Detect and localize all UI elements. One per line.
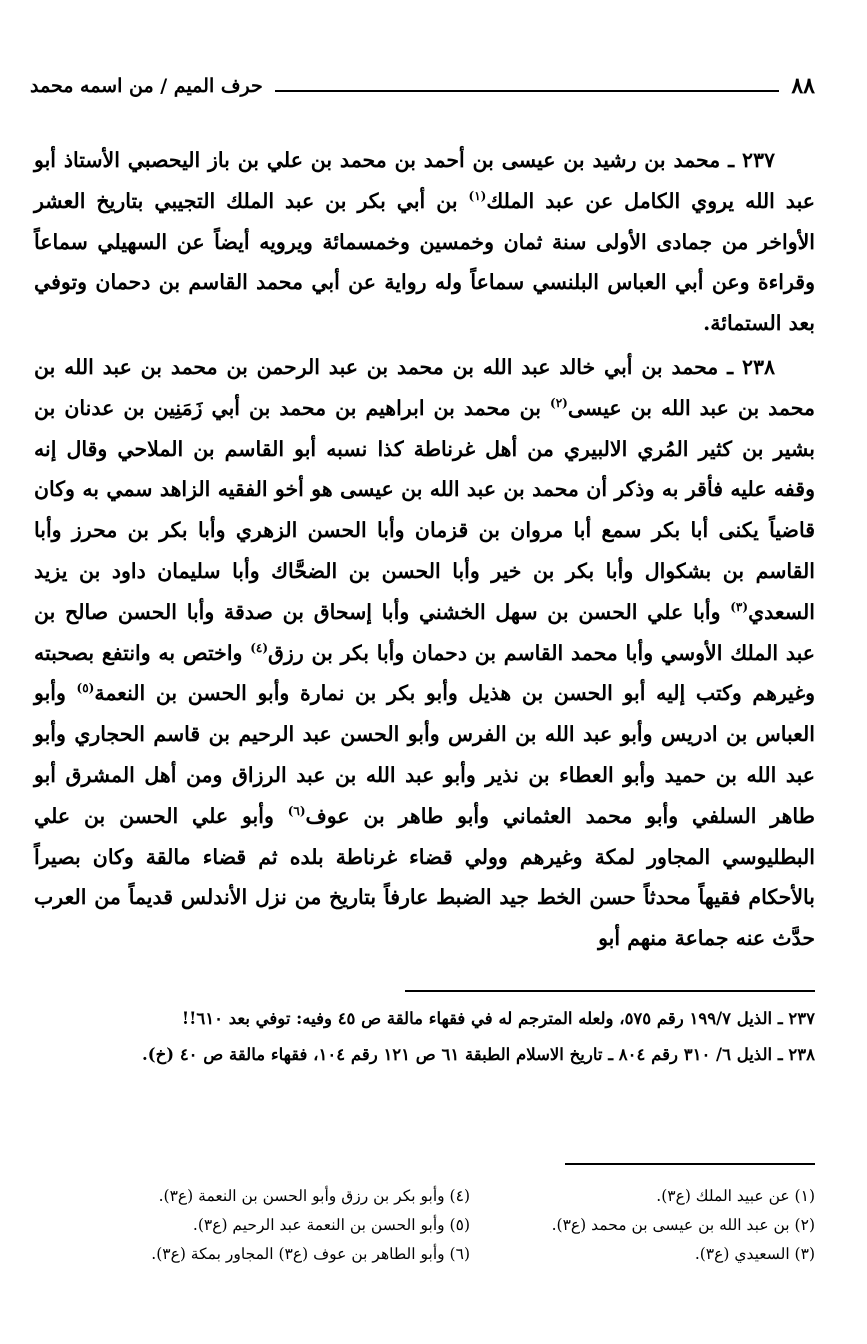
footnote-ref: (٢) xyxy=(550,395,568,410)
header-rule xyxy=(275,90,780,92)
entry-text: ٢٣٨ ـ محمد بن أبي خالد عبد الله بن محمد بن عبد الرحمن بن محمد بن عبد الله بن محمد بن عبد الله بن عيسى xyxy=(34,354,815,420)
entry-text: بن أبي بكر بن عبد الملك التجيبي بتاريخ العشر الأواخر من جمادى الأولى سنة ثمان وخمسين وخمسمائة ويرويه أيضاً عن السهيلي سماعاً وقراءة وعن أبي العباس البلنسي سماعاً وله رواية عن أبي محمد القاسم بن دحمان وتوفي بعد الستمائة. xyxy=(34,188,815,336)
footnote-1: (١) عن عبيد الملك (ع٣). xyxy=(656,1187,815,1205)
entry-text: وأبو علي الحسن بن علي البطليوسي المجاور لمكة وغيرهم وولي قضاء غرناطة بلده ثم قضاء مالقة وكان بصيراً بالأحكام فقيهاً محدثاً حسن الخط جيد الضبط عارفاً بتاريخ من نزل الأندلس قديماً من العرب حدَّث عنه جماعة منهم أبو xyxy=(34,803,815,951)
footnote-2: (٢) بن عبد الله بن عيسى بن محمد (ع٣). xyxy=(551,1216,815,1234)
footnote-ref: (١) xyxy=(468,188,487,203)
entry-text: ٢٣٧ ـ محمد بن رشيد بن عيسى بن أحمد بن محمد بن علي بن باز اليحصبي الأستاذ أبو عبد الله يروي الكامل عن عبد الملك xyxy=(34,148,815,213)
footnotes-block xyxy=(50,1182,815,1269)
footnote-ref: (٦) xyxy=(287,803,306,818)
entry-text: وأبا علي الحسن بن سهل الخشني وأبا إسحاق بن صدقة وأبا الحسن صالح بن عبد الملك الأوسي وأبا محمد القاسم بن دحمان وأبا بكر بن رزق xyxy=(34,599,815,665)
sources-block xyxy=(34,1003,815,1075)
source-238: ٢٣٨ ـ الذيل ٦/ ٣١٠ رقم ٨٠٤ ـ تاريخ الاسلام الطبقة ٦١ ص ١٢١ رقم ١٠٤، فقهاء مالقة ص ٤٠ (خ). xyxy=(142,1045,815,1064)
footnote-5: (٥) وأبو الحسن بن النعمة عبد الرحيم (ع٣). xyxy=(192,1216,470,1234)
entry-238 xyxy=(34,347,815,959)
footnotes-rule xyxy=(565,1163,815,1165)
entry-text: وأبو العباس بن ادريس وأبو عبد الله بن الفرس وأبو الحسن عبد الرحيم بن قاسم الحجاري وأبو عبد الله بن حميد وأبو العطاء بن نذير وأبو عبد الله بن عبد الرزاق ومن أهل المشرق أبو طاهر السلفي وأبو محمد العثماني وأبو طاهر بن عوف xyxy=(34,681,815,828)
footnote-ref: (٥) xyxy=(76,681,95,696)
entry-237 xyxy=(34,140,815,344)
footnote-ref: (٣) xyxy=(730,599,749,614)
footnotes-right-column xyxy=(475,1182,815,1269)
footnotes-left-column xyxy=(50,1182,470,1269)
footnote-4: (٤) وأبو بكر بن رزق وأبو الحسن بن النعمة (ع٣). xyxy=(158,1187,470,1205)
entry-text: واختص به وانتفع بصحبته وغيرهم وكتب إليه أبو الحسن بن هذيل وأبو بكر بن نمارة وأبو الحسن بن النعمة xyxy=(34,640,815,706)
running-title: حرف الميم / من اسمه محمد xyxy=(30,75,263,97)
source-237: ٢٣٧ ـ الذيل ١٩٩/٧ رقم ٥٧٥، ولعله المترجم له في فقهاء مالقة ص ٤٥ وفيه: توفي بعد ٦١٠!! xyxy=(181,1009,815,1028)
main-text xyxy=(34,140,815,962)
footnote-ref: (٤) xyxy=(250,640,269,655)
footnote-3: (٣) السعيدي (ع٣). xyxy=(694,1245,815,1263)
footnote-6: (٦) وأبو الطاهر بن عوف (ع٣) المجاور بمكة (ع٣). xyxy=(151,1245,470,1263)
page-number: ٨٨ xyxy=(791,73,815,99)
sources-rule xyxy=(405,990,815,992)
running-header xyxy=(30,66,815,106)
entry-text: بن محمد بن ابراهيم بن محمد بن أبي زَمَنِين بن عدنان بن بشير بن كثير المُري الالبيري من أهل غرناطة كذا نسبه أبو القاسم بن الملاحي وقال إنه وقفه عليه فأقر به وذكر أن محمد بن عبد الله بن عيسى هو أخو الفقيه الزاهد سمي به وكان قاضياً يكنى أبا بكر سمع أبا مروان بن قزمان وأبا الحسن الزهري وأبا بكر بن محرز وأبا القاسم بن بشكوال وأبا بكر بن خير وأبا الحسن بن الضحَّاك وأبا سليمان داود بن يزيد السعدي xyxy=(34,395,815,624)
